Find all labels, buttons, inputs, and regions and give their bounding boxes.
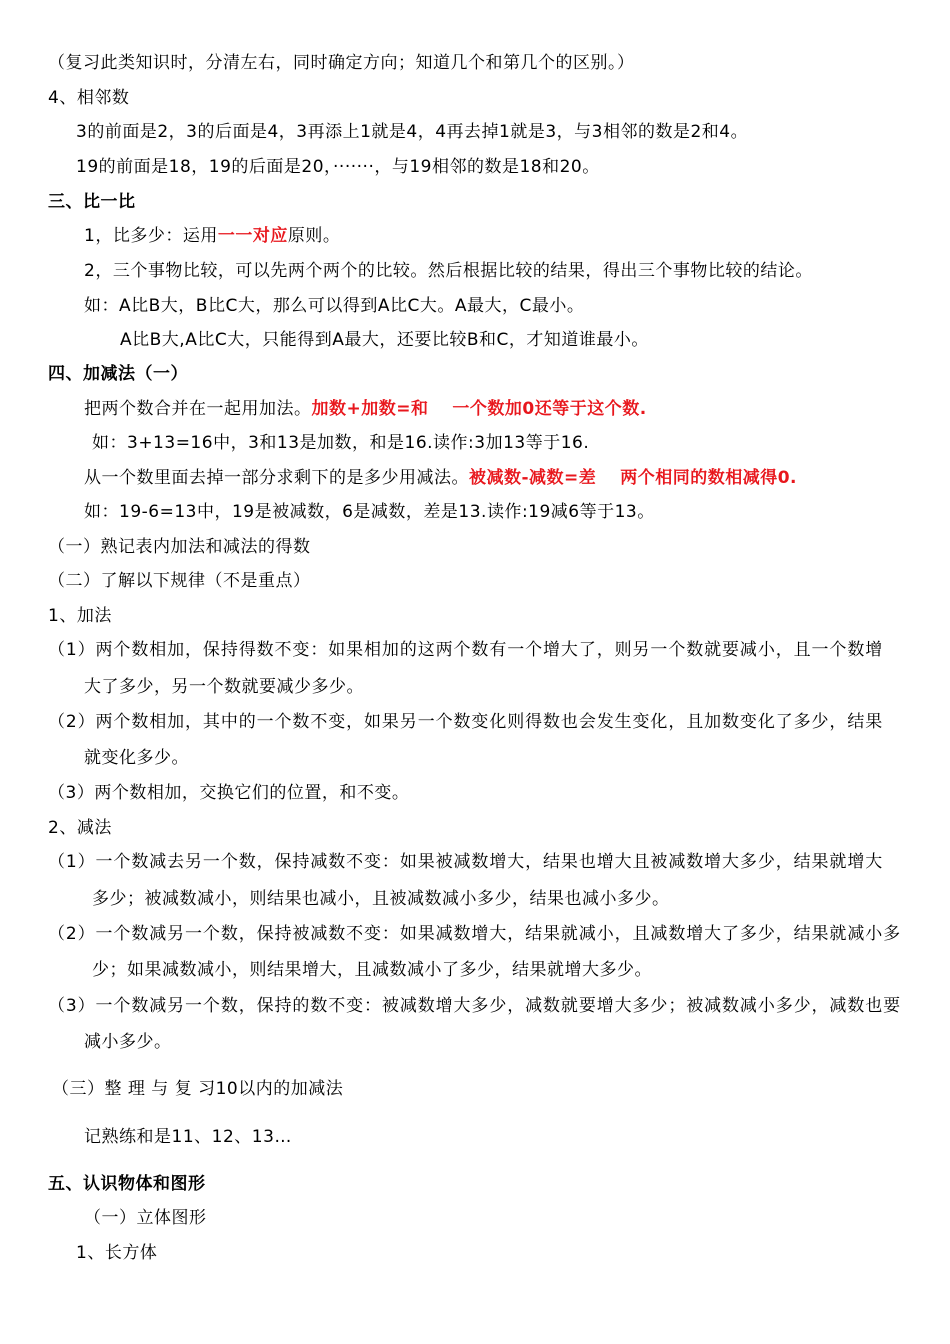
- subtraction-definition: [84, 466, 797, 490]
- addition-rule-1: （1）两个数相加，保持得数不变：如果相加的这两个数有一个增大了，则另一个数就要减小，且一个数增: [48, 640, 884, 660]
- compare-rule-1-text: 1，比多少：运用: [84, 226, 218, 246]
- subtraction-rule-1: （1）一个数减去另一个数，保持减数不变：如果被减数增大，结果也增大且被减数增大多少，结果就增大: [48, 852, 884, 872]
- subtraction-rule-2: （2）一个数减另一个数，保持被减数不变：如果减数增大，结果就减小，且减数增大了多少，结果就减小多: [48, 924, 902, 944]
- addition-rule-emphasis: 加数+加数=和 一个数加0还等于这个数.: [311, 399, 647, 419]
- memorize-sums: 记熟练和是11、12、13…: [84, 1127, 292, 1147]
- subsection-review-within-10: （三）整 理 与 复 习10以内的加减法: [52, 1079, 344, 1099]
- addition-example: 如：3+13=16中，3和13是加数，和是16.读作:3加13等于16.: [92, 433, 590, 453]
- subtraction-definition-text: 从一个数里面去掉一部分求剩下的是多少用减法。: [84, 468, 469, 488]
- heading-subtraction: 2、减法: [48, 818, 112, 838]
- compare-example-1: 如：A比B大，B比C大，那么可以得到A比C大。A最大，C最小。: [84, 296, 585, 316]
- heading-adjacent-numbers: 4、相邻数: [48, 88, 130, 108]
- review-note: （复习此类知识时，分清左右，同时确定方向；知道几个和第几个的区别。）: [48, 53, 635, 73]
- heading-cuboid: 1、长方体: [76, 1243, 158, 1263]
- adjacent-example-3: 3的前面是2，3的后面是4，3再添上1就是4，4再去掉1就是3，与3相邻的数是2和4。: [76, 122, 749, 142]
- addition-rule-3: （3）两个数相加，交换它们的位置，和不变。: [48, 783, 410, 803]
- section-heading-compare: 三、比一比: [48, 192, 136, 212]
- heading-addition: 1、加法: [48, 606, 112, 626]
- subtraction-rule-emphasis: 被减数-减数=差 两个相同的数相减得0.: [469, 468, 798, 488]
- subsection-memorize: （一）熟记表内加法和减法的得数: [48, 537, 311, 557]
- adjacent-example-19: 19的前面是18，19的后面是20，·······，与19相邻的数是18和20。: [76, 157, 600, 177]
- subtraction-rule-3: （3）一个数减另一个数，保持的数不变：被减数增大多少，减数就要增大多少；被减数减小多少，减数也要: [48, 996, 902, 1016]
- compare-rule-1-end: 原则。: [287, 226, 341, 246]
- subtraction-rule-3-cont: 减小多少。: [84, 1032, 172, 1052]
- addition-definition: [84, 397, 647, 421]
- section-heading-add-subtract: 四、加减法（一）: [48, 364, 188, 384]
- addition-definition-text: 把两个数合并在一起用加法。: [84, 399, 312, 419]
- compare-rule-2: 2，三个事物比较，可以先两个两个的比较。然后根据比较的结果，得出三个事物比较的结论。: [84, 261, 813, 281]
- addition-rule-2-cont: 就变化多少。: [84, 748, 189, 768]
- compare-rule-1: [84, 224, 340, 248]
- addition-rule-2: （2）两个数相加，其中的一个数不变，如果另一个数变化则得数也会发生变化，且加数变化了多少，结果: [48, 712, 884, 732]
- section-heading-shapes: 五、认识物体和图形: [48, 1174, 206, 1194]
- subtraction-rule-2-cont: 少；如果减数减小，则结果增大，且减数减小了多少，结果就增大多少。: [92, 960, 652, 980]
- subtraction-example: 如：19-6=13中，19是被减数，6是减数，差是13.读作:19减6等于13。: [84, 502, 655, 522]
- addition-rule-1-cont: 大了多少，另一个数就要减少多少。: [84, 677, 364, 697]
- subsection-solid-figures: （一）立体图形: [84, 1208, 207, 1228]
- subsection-rules: （二）了解以下规律（不是重点）: [48, 571, 311, 591]
- subtraction-rule-1-cont: 多少；被减数减小，则结果也减小，且被减数减小多少，结果也减小多少。: [92, 889, 670, 909]
- compare-example-2: A比B大,A比C大，只能得到A最大，还要比较B和C，才知道谁最小。: [120, 330, 649, 350]
- one-to-one-emphasis: 一一对应: [217, 226, 288, 246]
